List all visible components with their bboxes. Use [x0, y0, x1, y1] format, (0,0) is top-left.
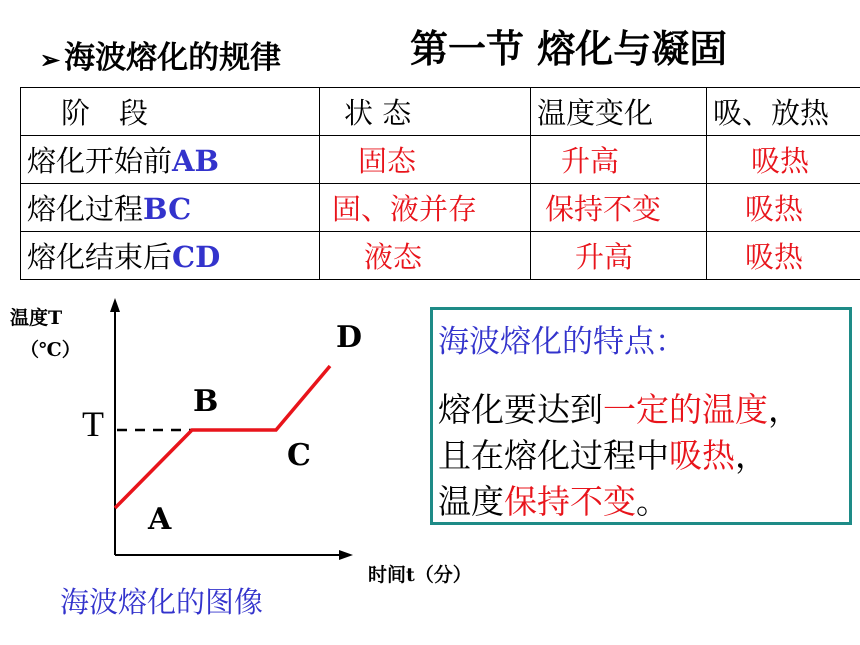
point-b-label: B [193, 384, 219, 419]
state-cell: 固态 [320, 136, 531, 184]
stage-cell: 熔化结束后CD [21, 232, 320, 280]
header-temp-change: 温度变化 [531, 88, 707, 136]
state-cell: 液态 [320, 232, 531, 280]
point-a-label: A [148, 502, 172, 537]
feature-line-2: 且在熔化过程中吸热， [438, 436, 768, 475]
feature-line-3: 温度保持不变。 [438, 482, 669, 521]
y-axis-arrow-icon [110, 298, 120, 312]
segment-label: BC [143, 192, 192, 226]
heat-cell: 吸热 [707, 184, 860, 232]
heat-cell: 吸热 [707, 136, 860, 184]
state-cell: 固、液并存 [320, 184, 531, 232]
melting-curve [115, 366, 330, 508]
x-axis-label: 时间t（分） [368, 564, 472, 586]
segment-label: CD [172, 240, 221, 274]
section-subtitle: ➢ 海波熔化的规律 [40, 40, 282, 76]
bullet-arrow-icon: ➢ [40, 45, 61, 74]
x-axis-arrow-icon [339, 550, 353, 560]
segment-label: AB [172, 144, 220, 178]
header-stage: 阶 段 [21, 88, 320, 136]
y-axis-label: 温度T [10, 307, 63, 329]
point-c-label: C [287, 438, 311, 473]
page-title: 第一节 熔化与凝固 [410, 26, 728, 71]
stage-cell: 熔化过程BC [21, 184, 320, 232]
header-state: 状 态 [320, 88, 531, 136]
y-axis-unit: （℃） [20, 339, 81, 361]
temp-cell: 保持不变 [531, 184, 707, 232]
temp-cell: 升高 [531, 136, 707, 184]
header-heat: 吸、放热 [707, 88, 860, 136]
melting-point-label: T [82, 404, 104, 444]
point-d-label: D [336, 320, 363, 355]
feature-line-1: 熔化要达到一定的温度， [438, 390, 801, 429]
feature-box-heading: 海波熔化的特点： [438, 324, 686, 360]
temp-cell: 升高 [531, 232, 707, 280]
heat-cell: 吸热 [707, 232, 860, 280]
graph-caption: 海波熔化的图像 [60, 585, 264, 619]
stage-cell: 熔化开始前AB [21, 136, 320, 184]
